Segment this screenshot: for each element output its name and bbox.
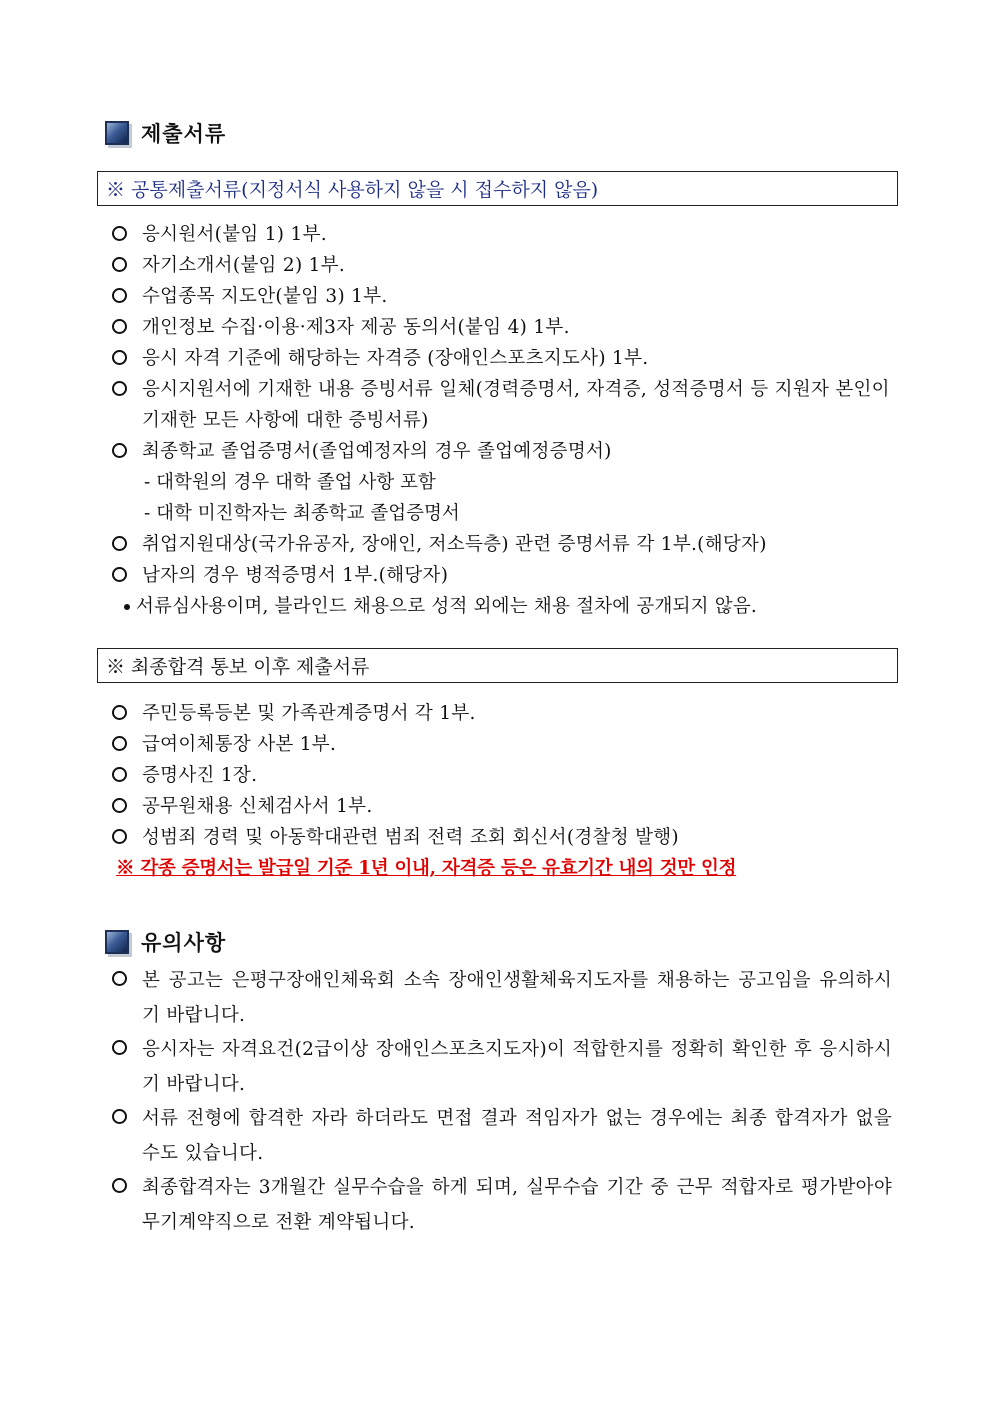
list-item: 급여이체통장 사본 1부. [110, 729, 900, 760]
hollow-circle-icon [112, 1178, 127, 1193]
sub-item: - 대학원의 경우 대학 졸업 사항 포함 [144, 472, 436, 493]
list-item: 수업종목 지도안(붙임 3) 1부. [110, 281, 900, 312]
section-header-notes [105, 925, 226, 959]
list-item: 응시 자격 기준에 해당하는 자격증 (장애인스포츠지도사) 1부. [110, 343, 900, 374]
validity-warning: ※ 각종 증명서는 발급일 기준 1년 이내, 자격증 등은 유효기간 내의 것만 인정 [116, 858, 737, 879]
list-item: 증명사진 1장. [110, 760, 900, 791]
list-item: 응시지원서에 기재한 내용 증빙서류 일체(경력증명서, 자격증, 성적증명서 등 지원자 본인이 기재한 모든 사항에 대한 증빙서류) [110, 374, 907, 436]
list-item: 자기소개서(붙임 2) 1부. [110, 250, 900, 281]
hollow-circle-icon [112, 381, 127, 396]
final-documents-box: ※ 최종합격 통보 이후 제출서류 [97, 648, 898, 683]
list-item: 취업지원대상(국가유공자, 장애인, 저소득층) 관련 증명서류 각 1부.(해당자) [110, 529, 900, 560]
hollow-circle-icon [112, 829, 127, 844]
bullet-note: 서류심사용이며, 블라인드 채용으로 성적 외에는 채용 절차에 공개되지 않음. [110, 591, 900, 622]
notes-list [110, 964, 892, 1240]
list-item: 응시원서(붙임 1) 1부. [110, 219, 900, 250]
list-item: 서류 전형에 합격한 자라 하더라도 면접 결과 적임자가 없는 경우에는 최종 합격자가 없을 수도 있습니다. [110, 1102, 892, 1171]
sub-item: - 대학 미진학자는 최종학교 졸업증명서 [144, 503, 460, 524]
common-documents-list [110, 219, 900, 622]
square-bullet-icon [105, 121, 129, 145]
list-item: 개인정보 수집·이용·제3자 제공 동의서(붙임 4) 1부. [110, 312, 900, 343]
hollow-circle-icon [112, 567, 127, 582]
hollow-circle-icon [112, 798, 127, 813]
hollow-circle-icon [112, 257, 127, 272]
hollow-circle-icon [112, 226, 127, 241]
final-documents-list [110, 698, 900, 885]
list-item: 최종학교 졸업증명서(졸업예정자의 경우 졸업예정증명서) [110, 436, 900, 467]
section-title: 제출서류 [141, 121, 227, 146]
hollow-circle-icon [112, 288, 127, 303]
list-item: 성범죄 경력 및 아동학대관련 범죄 전력 조회 회신서(경찰청 발행) [110, 822, 900, 853]
common-documents-box: ※ 공통제출서류(지정서식 사용하지 않을 시 접수하지 않음) [97, 171, 898, 206]
list-item: 주민등록등본 및 가족관계증명서 각 1부. [110, 698, 900, 729]
section-header-documents [105, 116, 226, 150]
hollow-circle-icon [112, 350, 127, 365]
hollow-circle-icon [112, 536, 127, 551]
hollow-circle-icon [112, 443, 127, 458]
hollow-circle-icon [112, 1109, 127, 1124]
list-item: 남자의 경우 병적증명서 1부.(해당자) [110, 560, 900, 591]
list-item: 본 공고는 은평구장애인체육회 소속 장애인생활체육지도자를 채용하는 공고임을 유의하시기 바랍니다. [110, 964, 892, 1033]
section-title: 유의사항 [141, 930, 227, 955]
hollow-circle-icon [112, 1040, 127, 1055]
hollow-circle-icon [112, 319, 127, 334]
filled-dot-icon [124, 604, 130, 610]
list-item: 응시자는 자격요건(2급이상 장애인스포츠지도자)이 적합한지를 정확히 확인한 후 응시하시기 바랍니다. [110, 1033, 892, 1102]
hollow-circle-icon [112, 705, 127, 720]
hollow-circle-icon [112, 736, 127, 751]
hollow-circle-icon [112, 971, 127, 986]
square-bullet-icon [105, 930, 129, 954]
hollow-circle-icon [112, 767, 127, 782]
list-item: 최종합격자는 3개월간 실무수습을 하게 되며, 실무수습 기간 중 근무 적합자로 평가받아야 무기계약직으로 전환 계약됩니다. [110, 1171, 892, 1240]
list-item: 공무원채용 신체검사서 1부. [110, 791, 900, 822]
